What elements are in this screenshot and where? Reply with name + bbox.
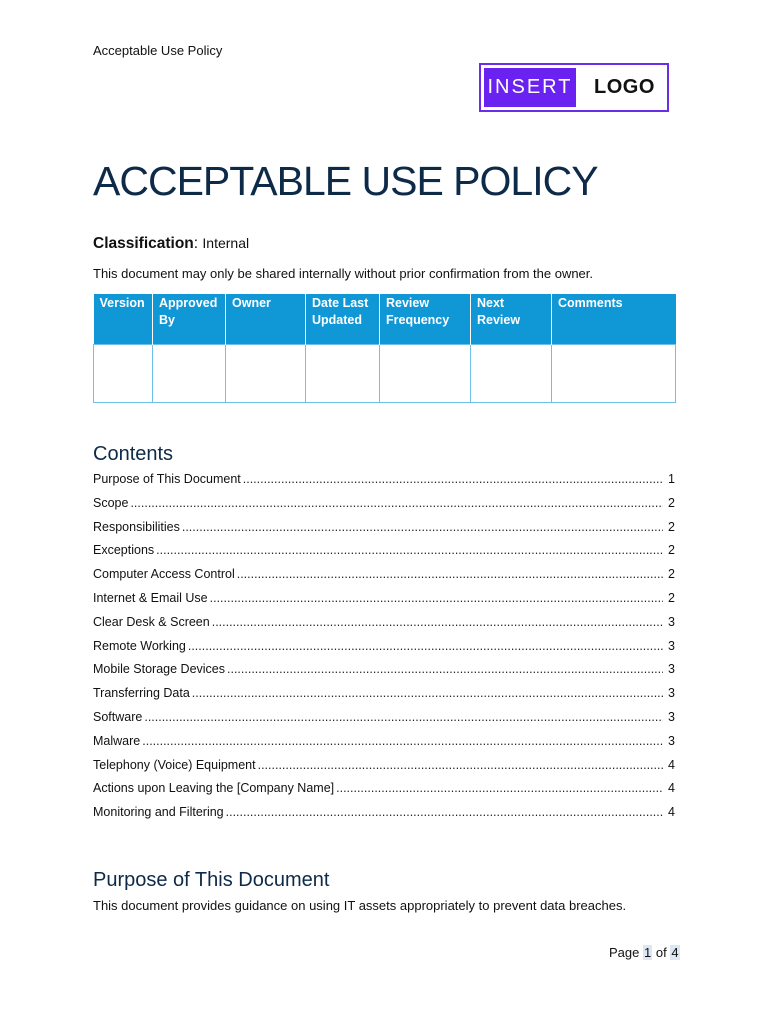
col-header-comments: Comments xyxy=(552,294,676,345)
toc-entry-page: 3 xyxy=(668,614,675,629)
toc-entry-page: 3 xyxy=(668,733,675,748)
toc-entry-title: Mobile Storage Devices xyxy=(93,662,226,677)
table-cell[interactable] xyxy=(552,345,676,403)
toc-leader-dots xyxy=(258,755,663,775)
toc-entry[interactable] xyxy=(93,659,675,683)
toc-entry-title: Transferring Data xyxy=(93,686,190,701)
toc-entry-title: Clear Desk & Screen xyxy=(93,614,210,629)
toc-entry-page: 4 xyxy=(668,805,675,820)
toc-entry-title: Actions upon Leaving the [Company Name] xyxy=(93,781,335,796)
logo-placeholder xyxy=(479,63,669,112)
table-cell[interactable] xyxy=(226,345,306,403)
toc-entry-title: Telephony (Voice) Equipment xyxy=(93,757,256,772)
toc-entry[interactable] xyxy=(93,612,675,636)
toc-entry-title: Exceptions xyxy=(93,543,155,558)
toc-entry-page: 4 xyxy=(668,781,675,796)
toc-leader-dots xyxy=(156,540,663,560)
purpose-heading: Purpose of This Document xyxy=(93,869,330,891)
table-of-contents xyxy=(93,469,675,826)
toc-entry[interactable] xyxy=(93,778,675,802)
version-control-table xyxy=(93,294,676,403)
toc-entry-page: 2 xyxy=(668,567,675,582)
toc-leader-dots xyxy=(182,517,663,537)
toc-entry-page: 2 xyxy=(668,590,675,605)
toc-entry-title: Internet & Email Use xyxy=(93,590,208,605)
toc-leader-dots xyxy=(226,802,663,822)
toc-entry[interactable] xyxy=(93,636,675,660)
toc-entry-page: 3 xyxy=(668,709,675,724)
toc-entry[interactable] xyxy=(93,564,675,588)
col-header-review-frequency: Review Frequency xyxy=(380,294,471,345)
toc-leader-dots xyxy=(188,636,663,656)
footer-page-label: Page xyxy=(609,945,640,960)
toc-entry-title: Computer Access Control xyxy=(93,567,235,582)
col-header-date-last-updated: Date Last Updated xyxy=(306,294,380,345)
logo-logo-text: LOGO xyxy=(594,76,655,98)
toc-entry-title: Scope xyxy=(93,495,129,510)
toc-entry-page: 3 xyxy=(668,638,675,653)
toc-entry[interactable] xyxy=(93,802,675,826)
classification-line xyxy=(93,235,249,253)
toc-entry[interactable] xyxy=(93,540,675,564)
footer-total-pages: 4 xyxy=(671,945,679,960)
toc-entry-title: Remote Working xyxy=(93,638,186,653)
table-row xyxy=(94,345,676,403)
toc-entry[interactable] xyxy=(93,469,675,493)
col-header-owner: Owner xyxy=(226,294,306,345)
table-cell[interactable] xyxy=(306,345,380,403)
table-header-row xyxy=(94,294,676,345)
footer-of-label: of xyxy=(655,945,667,960)
toc-entry-page: 2 xyxy=(668,495,675,510)
logo-insert-text: INSERT xyxy=(484,68,576,107)
toc-entry[interactable] xyxy=(93,731,675,755)
toc-entry-page: 4 xyxy=(668,757,675,772)
toc-entry[interactable] xyxy=(93,493,675,517)
toc-entry-title: Purpose of This Document xyxy=(93,472,241,486)
purpose-body: This document provides guidance on using IT assets appropriately to prevent data breaches. xyxy=(93,898,627,913)
toc-entry[interactable] xyxy=(93,588,675,612)
share-note: This document may only be shared internally without prior confirmation from the owner. xyxy=(93,266,594,281)
table-cell[interactable] xyxy=(153,345,226,403)
page-footer xyxy=(609,945,680,960)
toc-entry-title: Responsibilities xyxy=(93,519,180,534)
table-cell[interactable] xyxy=(471,345,552,403)
toc-entry-title: Monitoring and Filtering xyxy=(93,805,224,820)
toc-entry-page: 1 xyxy=(668,472,675,486)
contents-heading: Contents xyxy=(93,443,174,465)
toc-entry-title: Malware xyxy=(93,733,141,748)
toc-leader-dots xyxy=(243,469,663,489)
toc-entry-page: 2 xyxy=(668,543,675,558)
toc-entry[interactable] xyxy=(93,517,675,541)
col-header-approved-by: Approved By xyxy=(153,294,226,345)
toc-leader-dots xyxy=(144,707,663,727)
classification-value: Internal xyxy=(202,235,250,251)
classification-separator: : xyxy=(193,235,203,252)
toc-entry-page: 3 xyxy=(668,662,675,677)
toc-entry[interactable] xyxy=(93,755,675,779)
footer-current-page: 1 xyxy=(644,945,652,960)
document-title: ACCEPTABLE USE POLICY xyxy=(93,158,598,204)
toc-entry-page: 2 xyxy=(668,519,675,534)
toc-leader-dots xyxy=(227,659,663,679)
table-cell[interactable] xyxy=(380,345,471,403)
col-header-next-review: Next Review xyxy=(471,294,552,345)
toc-leader-dots xyxy=(130,493,663,513)
classification-label: Classification xyxy=(93,235,194,252)
table-cell[interactable] xyxy=(94,345,153,403)
page-header-text: Acceptable Use Policy xyxy=(93,43,223,58)
toc-leader-dots xyxy=(336,778,663,798)
toc-entry-page: 3 xyxy=(668,686,675,701)
toc-entry[interactable] xyxy=(93,683,675,707)
toc-leader-dots xyxy=(210,588,663,608)
toc-leader-dots xyxy=(212,612,663,632)
toc-leader-dots xyxy=(237,564,663,584)
toc-leader-dots xyxy=(142,731,663,751)
toc-entry-title: Software xyxy=(93,709,143,724)
toc-entry[interactable] xyxy=(93,707,675,731)
col-header-version: Version xyxy=(94,294,153,345)
toc-leader-dots xyxy=(192,683,663,703)
